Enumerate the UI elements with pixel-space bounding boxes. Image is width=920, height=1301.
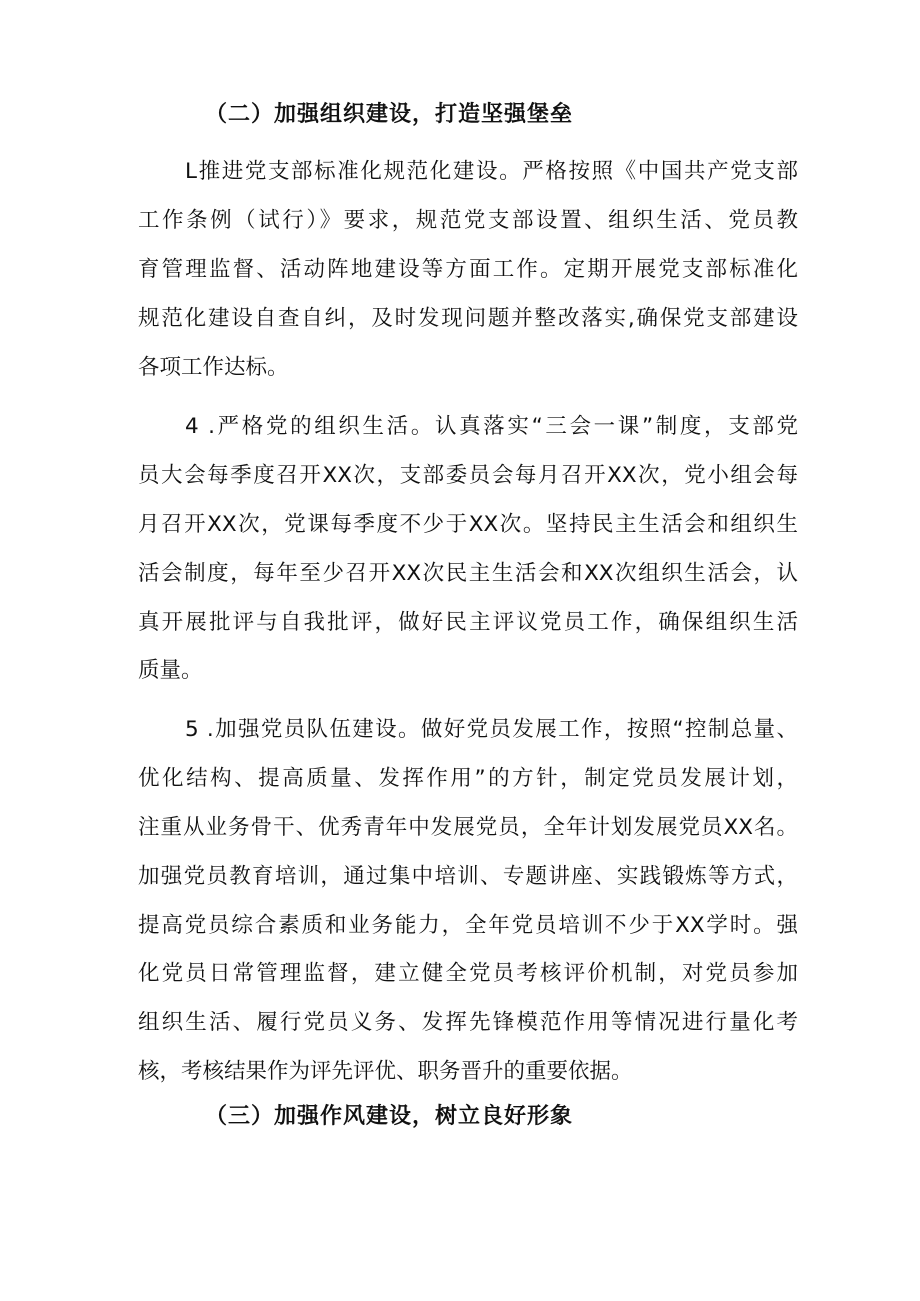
- paragraph-line: 提高党员综合素质和业务能力，全年党员培训不少于XX学时。强: [138, 912, 798, 938]
- paragraph-line: 规范化建设自查自纠，及时发现问题并整改落实,确保党支部建设: [138, 305, 798, 331]
- paragraph-line: 活会制度，每年至少召开XX次民主生活会和XX次组织生活会，认: [138, 560, 798, 586]
- paragraph-1: [138, 148, 798, 392]
- paragraph-line: 月召开XX次，党课每季度不少于XX次。坚持民主生活会和组织生: [138, 511, 798, 537]
- paragraph-line: 加强党员教育培训，通过集中培训、专题讲座、实践锻炼等方式，: [138, 863, 798, 889]
- section-heading-3: （三）加强作风建设，树立良好形象: [205, 1104, 574, 1129]
- paragraph-3: [138, 706, 798, 1097]
- paragraph-line: 各项工作达标。: [138, 354, 289, 380]
- paragraph-line: 5 .加强党员队伍建设。做好党员发展工作，按照“控制总量、: [185, 717, 798, 742]
- paragraph-line: L推进党支部标准化规范化建设。严格按照《中国共产党支部: [185, 159, 798, 184]
- paragraph-2: [138, 403, 798, 696]
- paragraph-line: 员大会每季度召开XX次，支部委员会每月召开XX次，党小组会每: [138, 462, 798, 488]
- paragraph-line: 4 .严格党的组织生活。认真落实“三会一课”制度，支部党: [185, 414, 798, 439]
- paragraph-line: 优化结构、提高质量、发挥作用”的方针，制定党员发展计划，: [138, 765, 798, 791]
- paragraph-line: 育管理监督、活动阵地建设等方面工作。定期开展党支部标准化: [138, 256, 798, 282]
- paragraph-line: 组织生活、履行党员义务、发挥先锋模范作用等情况进行量化考: [138, 1010, 798, 1036]
- paragraph-line: 核，考核结果作为评先评优、职务晋升的重要依据。: [138, 1059, 633, 1085]
- paragraph-line: 注重从业务骨干、优秀青年中发展党员，全年计划发展党员XX名。: [138, 814, 798, 840]
- paragraph-line: 工作条例（试行）》要求，规范党支部设置、组织生活、党员教: [138, 207, 798, 233]
- paragraph-line: 真开展批评与自我批评，做好民主评议党员工作，确保组织生活: [138, 609, 798, 635]
- paragraph-line: 化党员日常管理监督，建立健全党员考核评价机制，对党员参加: [138, 961, 798, 987]
- paragraph-line: 质量。: [138, 658, 203, 684]
- section-heading-2: （二）加强组织建设，打造坚强堡垒: [205, 102, 574, 127]
